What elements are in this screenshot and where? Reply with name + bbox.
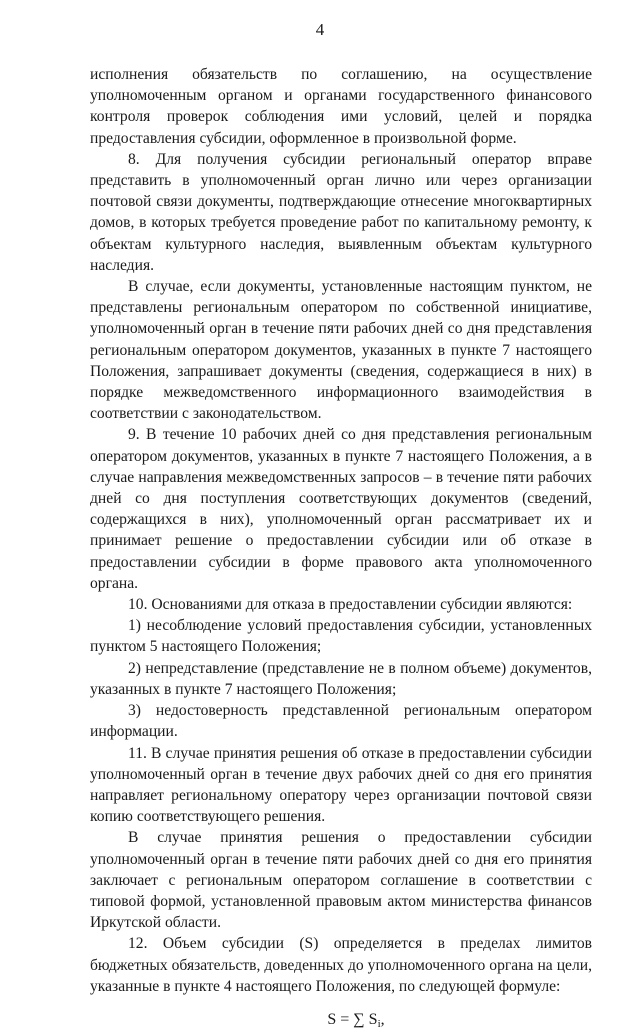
paragraph-item-10: 10. Основаниями для отказа в предоставлении субсидии являются: xyxy=(128,596,573,614)
formula-lhs: S = ∑ S xyxy=(327,1010,378,1028)
formula-subscript: i xyxy=(377,1017,381,1030)
paragraph-item-10-sub-1: 1) несоблюдение условий предоставления субсидии, установленных пунктом 5 настоящего Положения; xyxy=(90,617,592,656)
paragraph-continuation: исполнения обязательств по соглашению, на осуществление уполномоченным органом и органами государственного финансового контроля проверок соблюдения ими условий, целей и порядка предоставления субсидии, оформленное в произвольной форме. xyxy=(90,66,592,147)
subsidy-formula xyxy=(90,1009,592,1035)
paragraph-item-9: 9. В течение 10 рабочих дней со дня представления региональным оператором документов, указанных в пункте 7 настоящего Положения, а в случае направления межведомственных запросов – в течение пяти рабочих дней со дня поступления соответствующих документов (сведений, содержащихся в них), уполномоченный орган рассматривает их и принимает решение о предоставлении субсидии или об отказе в предоставлении субсидии в форме правового акта уполномоченного органа. xyxy=(90,426,592,592)
paragraph-item-12: 12. Объем субсидии (S) определяется в пределах лимитов бюджетных обязательств, доведенных до уполномоченного органа на цели, указанные в пункте 4 настоящего Положения, по следующей формуле: xyxy=(90,935,592,995)
page-number: 4 xyxy=(315,20,325,39)
formula-tail: , xyxy=(380,1010,385,1028)
document-body xyxy=(90,64,592,1035)
paragraph-item-11: 11. В случае принятия решения об отказе в предоставлении субсидии уполномоченный орган в течение двух рабочих дней со дня его принятия направляет региональному оператору через организации почтовой связи копию соответствующего решения. xyxy=(90,744,592,826)
paragraph-item-11-case: В случае принятия решения о предоставлении субсидии уполномоченный орган в течение пяти рабочих дней со дня его принятия заключает с региональным оператором соглашение в соответствии с типовой формой, установленной правовым актом министерства финансов Иркутской области. xyxy=(90,829,592,932)
paragraph-item-10-sub-2: 2) непредставление (представление не в полном объеме) документов, указанных в пункте 7 настоящего Положения; xyxy=(90,659,592,698)
paragraph-item-8: 8. Для получения субсидии региональный оператор вправе представить в уполномоченный орган лично или через организации почтовой связи документы, подтверждающие отнесение многоквартирных домов, в которых требуется проведение работ по капитальному ремонту, к объектам культурного наследия, выявленным объектам культурного наследия. xyxy=(90,150,592,274)
paragraph-item-8-case: В случае, если документы, установленные настоящим пунктом, не представлены региональным оператором по собственной инициативе, уполномоченный орган в течение пяти рабочих дней со дня представления региональным оператором документов, указанных в пункте 7 настоящего Положения, запрашивает документы (сведения, содержащиеся в них) в порядке межведомственного информационного взаимодействия в соответствии с законодательством. xyxy=(90,278,592,423)
paragraph-item-10-sub-3: 3) недостоверность представленной региональным оператором информации. xyxy=(90,702,592,741)
